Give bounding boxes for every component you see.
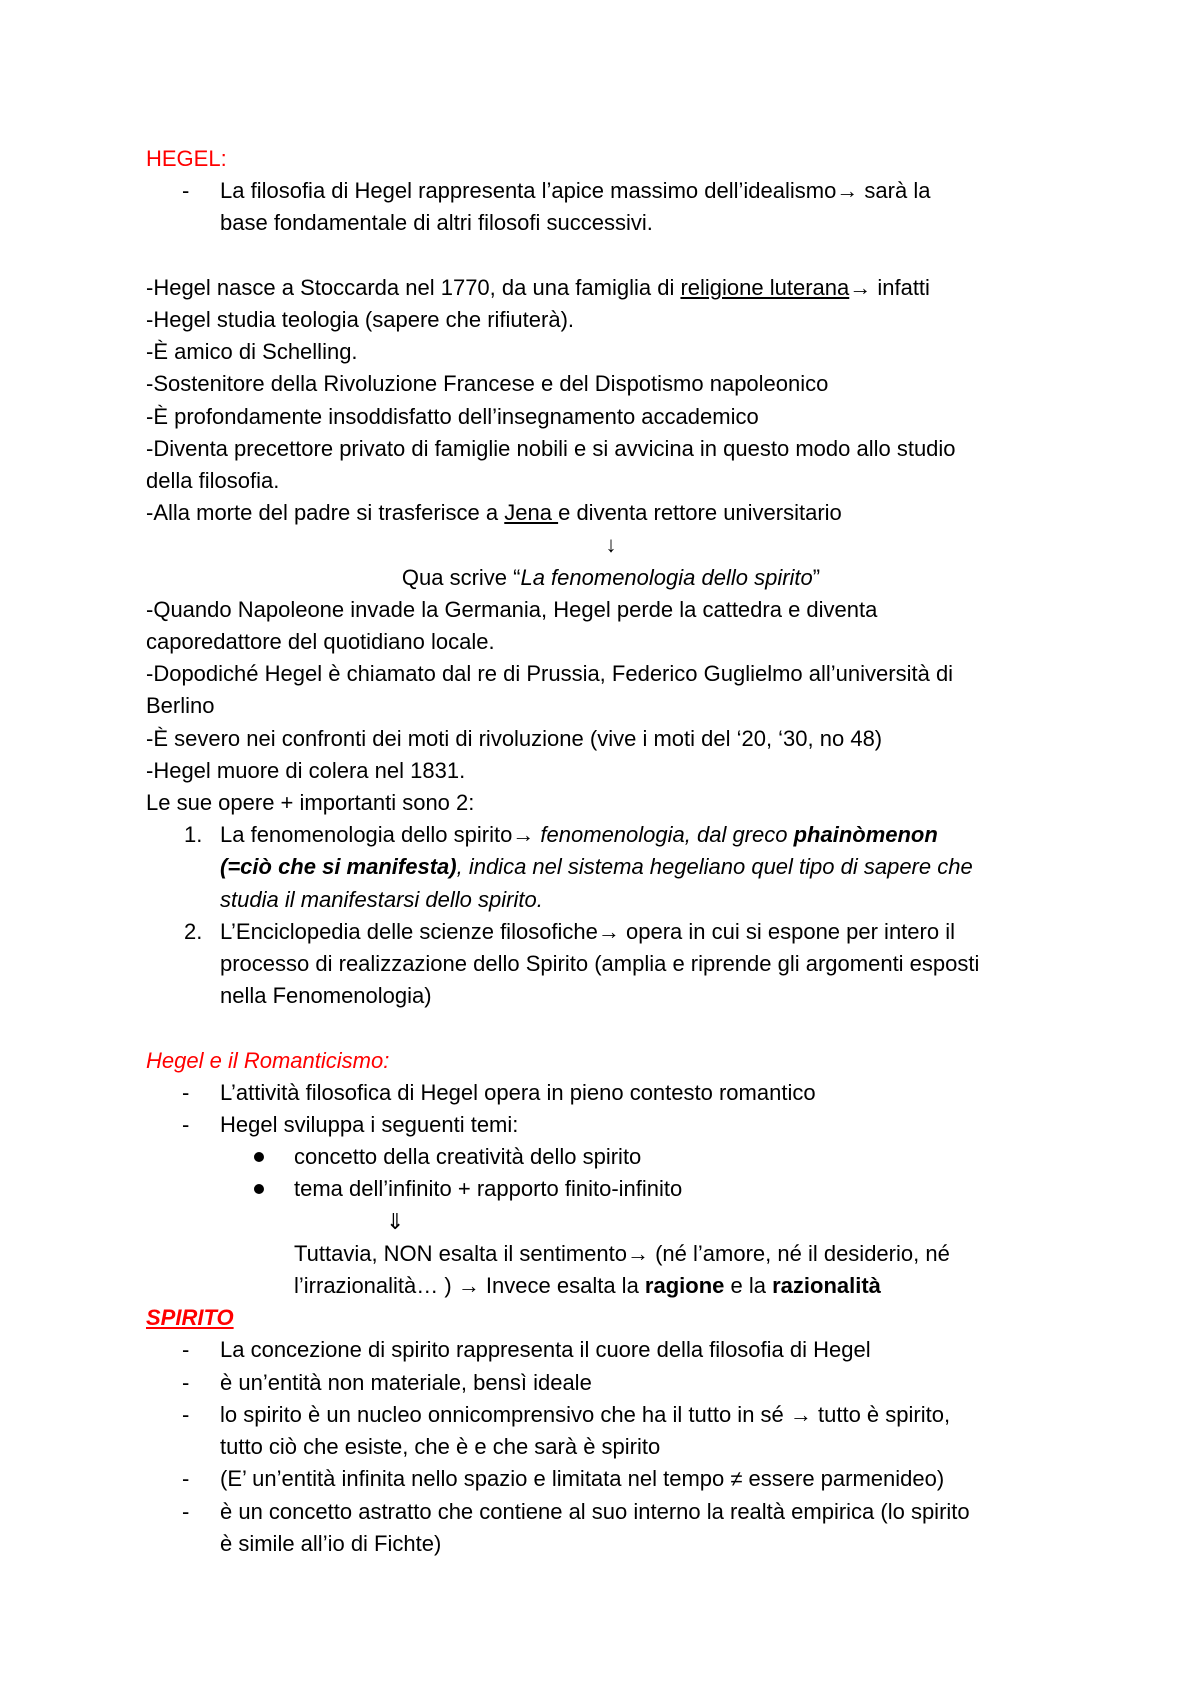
work-1-title: La fenomenologia dello spirito→ <box>220 822 541 848</box>
spirito-item-1 <box>146 1334 1076 1366</box>
number-marker: 1. <box>184 822 203 848</box>
work-2-line-2: processo di realizzazione dello Spirito (amplia e riprende gli argomenti esposti <box>220 951 980 977</box>
work-2-line-1: L’Enciclopedia delle scienze filosofiche→ opera in cui si espone per intero il <box>220 918 955 944</box>
bio-line-5: -È profondamente insoddisfatto dell’insegnamento accademico <box>146 403 759 429</box>
spirito-item-3-line-2: tutto ciò che esiste, che è e che sarà è spirito <box>220 1434 661 1460</box>
bio-line-11: caporedattore del quotidiano locale. <box>146 629 495 655</box>
bio-line-1 <box>146 272 1076 304</box>
spirito-item-2 <box>146 1367 1076 1399</box>
spirito-item-4 <box>146 1463 1076 1495</box>
spirito-item-3 <box>146 1399 1076 1463</box>
bio-line-3: -È amico di Schelling. <box>146 339 358 365</box>
dash-marker: - <box>182 1401 190 1427</box>
bio-underlined-religion: religione luterana <box>680 274 850 300</box>
spirito-item-4-text: (E’ un’entità infinita nello spazio e limitata nel tempo ≠ essere parmenideo) <box>220 1466 945 1492</box>
spirito-item-1-text: La concezione di spirito rappresenta il cuore della filosofia di Hegel <box>220 1337 871 1363</box>
dash-marker: - <box>182 1079 190 1105</box>
romanticism-item-2 <box>146 1109 1076 1141</box>
spirito-item-5-line-1: è un concetto astratto che contiene al suo interno la realtà empirica (lo spirito <box>220 1498 970 1524</box>
dash-marker: - <box>182 1369 190 1395</box>
bio-line-7: della filosofia. <box>146 468 280 494</box>
spacer <box>146 240 1076 272</box>
bio-line-8-text: -Alla morte del padre si trasferisce a <box>146 500 505 526</box>
spirito-item-3-line-1: lo spirito è un nucleo onnicomprensivo che ha il tutto in sé → tutto è spirito, <box>220 1401 951 1427</box>
number-marker: 2. <box>184 918 203 944</box>
bio-line-16: Le sue opere + importanti sono 2: <box>146 790 475 816</box>
bio-italic-title: La fenomenologia dello spirito <box>520 564 813 590</box>
document-body <box>146 143 1076 1560</box>
bio-line-1-tail: → infatti <box>849 274 930 300</box>
bold-razionalita: razionalità <box>772 1273 881 1299</box>
romanticism-bullet-1-text: concetto della creatività dello spirito <box>294 1144 642 1170</box>
dash-marker: - <box>182 1337 190 1363</box>
bio-line-2: -Hegel studia teologia (sapere che rifiuterà). <box>146 307 575 332</box>
bio-underlined-jena: Jena <box>504 500 559 526</box>
works-list-item-1 <box>146 819 1076 916</box>
intro-line-2: base fondamentale di altri filosofi successivi. <box>220 210 653 236</box>
romanticism-note-line-2 <box>146 1270 1076 1302</box>
bullet-icon <box>254 1184 264 1194</box>
bio-line-4: -Sostenitore della Rivoluzione Francese e del Dispotismo napoleonico <box>146 371 829 397</box>
page-title: HEGEL: <box>146 146 227 171</box>
bio-line-15: -Hegel muore di colera nel 1831. <box>146 757 466 783</box>
romanticism-bullet-2 <box>146 1173 1076 1205</box>
bio-line-9-tail: ” <box>812 564 821 590</box>
romanticism-item-1 <box>146 1077 1076 1109</box>
bio-line-12: -Dopodiché Hegel è chiamato dal re di Prussia, Federico Guglielmo all’università di <box>146 661 954 687</box>
spirito-item-5 <box>146 1496 1076 1560</box>
romanticism-note-line-1: Tuttavia, NON esalta il sentimento→ (né l’amore, né il desiderio, né <box>294 1240 950 1266</box>
work-1-italic-2: , indica nel sistema hegeliano quel tipo di sapere che <box>456 854 973 880</box>
bio-line-13: Berlino <box>146 693 215 719</box>
works-list-item-2 <box>146 916 1076 1013</box>
romanticism-bullet-1 <box>146 1141 1076 1173</box>
dash-marker: - <box>182 1466 190 1492</box>
down-arrow: ↓ <box>605 532 617 558</box>
spirito-heading: SPIRITO <box>146 1305 234 1331</box>
work-1-bold-term: phainòmenon <box>793 822 938 848</box>
bio-line-10: -Quando Napoleone invade la Germania, Hegel perde la cattedra e diventa <box>146 596 878 622</box>
dash-marker: - <box>182 1112 190 1138</box>
bio-line-8-tail: e diventa rettore universitario <box>558 500 842 526</box>
bold-ragione: ragione <box>644 1273 725 1299</box>
dash-marker: - <box>182 1498 190 1524</box>
work-1-line-3: studia il manifestarsi dello spirito. <box>220 886 543 912</box>
bullet-icon <box>254 1152 264 1162</box>
bio-line-8 <box>146 497 1076 529</box>
spacer <box>146 1012 1076 1044</box>
work-1-line-1 <box>220 819 1076 851</box>
intro-list-item <box>146 175 1076 239</box>
romanticism-note-text: l’irrazionalità… ) → Invece esalta la <box>294 1273 645 1299</box>
romanticism-item-1-text: L’attività filosofica di Hegel opera in pieno contesto romantico <box>220 1079 816 1105</box>
double-down-arrow: ⇓ <box>386 1208 405 1234</box>
bio-line-1-text: -Hegel nasce a Stoccarda nel 1770, da una famiglia di <box>146 274 681 300</box>
romanticism-heading: Hegel e il Romanticismo: <box>146 1047 390 1073</box>
bio-line-9-text: Qua scrive “ <box>401 564 521 590</box>
bio-line-14: -È severo nei confronti dei moti di rivoluzione (vive i moti del ‘20, ‘30, no 48) <box>146 725 883 751</box>
romanticism-bullet-2-text: tema dell’infinito + rapporto finito-infinito <box>294 1176 683 1202</box>
romanticism-note-and: e la <box>724 1273 773 1299</box>
work-1-bold-definition: (=ciò che si manifesta) <box>220 854 457 880</box>
romanticism-item-2-text: Hegel sviluppa i seguenti temi: <box>220 1112 519 1138</box>
spirito-item-2-text: è un’entità non materiale, bensì ideale <box>220 1369 592 1395</box>
spirito-item-5-line-2: è simile all’io di Fichte) <box>220 1530 442 1556</box>
intro-line-1: La filosofia di Hegel rappresenta l’apice massimo dell’idealismo→ sarà la <box>220 178 931 204</box>
work-1-italic: fenomenologia, dal greco <box>540 822 794 848</box>
work-2-line-3: nella Fenomenologia) <box>220 983 432 1009</box>
bio-line-6: -Diventa precettore privato di famiglie nobili e si avvicina in questo modo allo studio <box>146 435 956 461</box>
dash-marker: - <box>182 178 190 204</box>
work-1-line-2 <box>220 851 1076 883</box>
bio-line-9 <box>146 562 1076 594</box>
